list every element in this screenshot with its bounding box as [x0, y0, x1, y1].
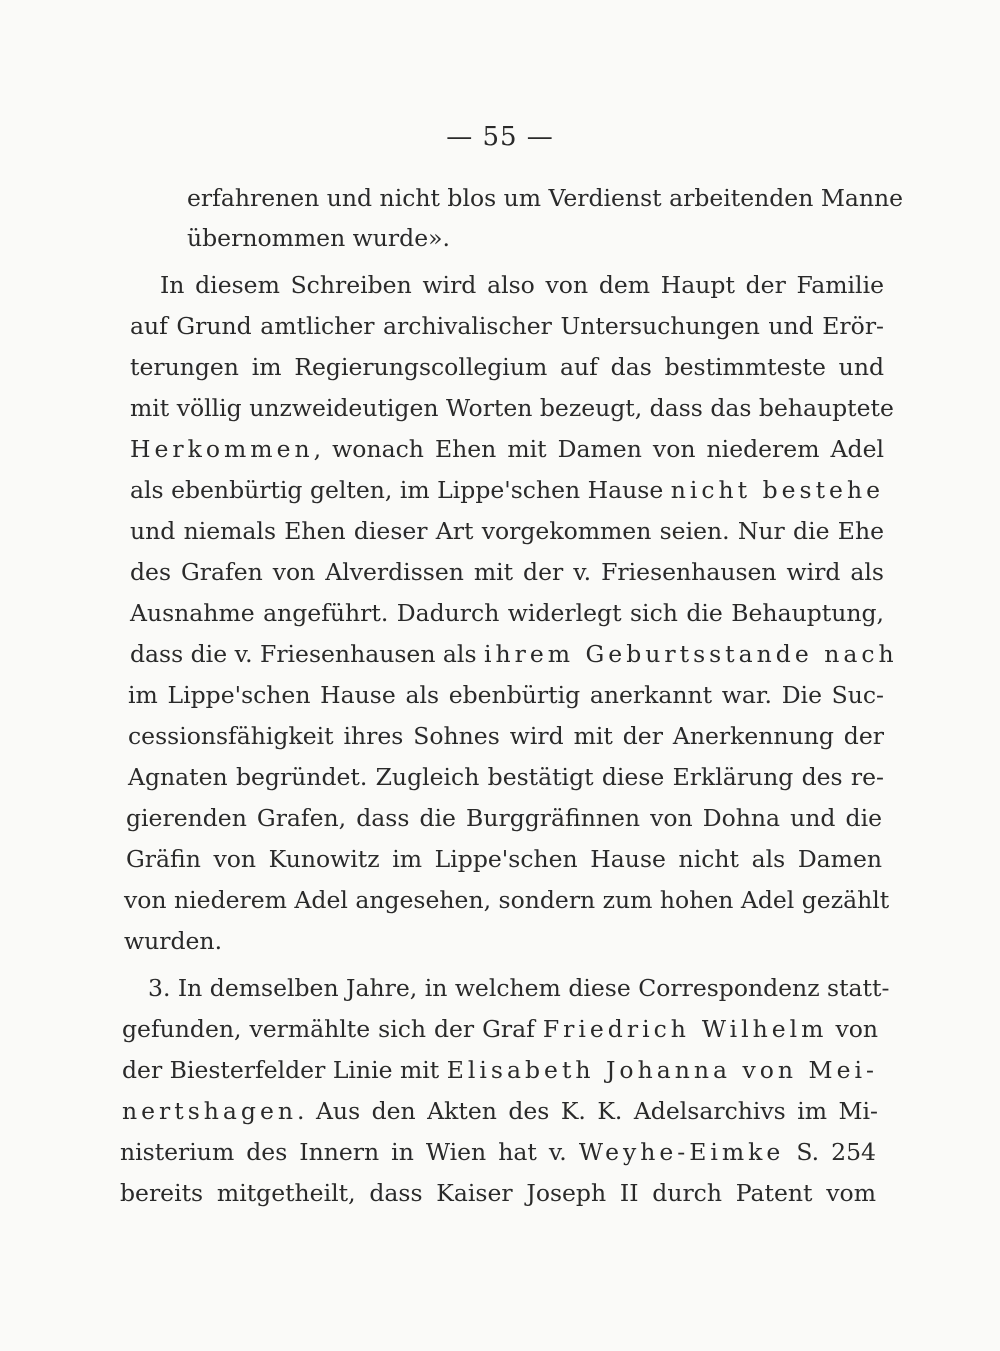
spaced-emphasis: Herkommen	[130, 435, 314, 463]
text-line: gefunden, vermählte sich der Graf Friedrich Wilhelm von	[122, 1015, 879, 1043]
text-line: im Lippe'schen Hause als ebenbürtig anerkannt war. Die Suc-	[128, 681, 884, 709]
text-line: gierenden Grafen, dass die Burggräfinnen von Dohna und die	[126, 804, 882, 832]
spaced-emphasis: Elisabeth Johanna von Mei-	[446, 1056, 878, 1084]
text-line: Gräfin von Kunowitz im Lippe'schen Hause nicht als Damen	[126, 845, 882, 873]
text-line: als ebenbürtig gelten, im Lippe'schen Hause nicht bestehe	[130, 476, 884, 504]
text-line: cessionsfähigkeit ihres Sohnes wird mit der Anerkennung der	[128, 722, 884, 750]
text-line: erfahrenen und nicht blos um Verdienst arbeitenden Manne	[187, 184, 904, 212]
text-line: von niederem Adel angesehen, sondern zum hohen Adel gezählt	[124, 886, 890, 914]
page-number: — 55 —	[446, 122, 554, 152]
text-line: wurden.	[124, 927, 223, 955]
spaced-emphasis: ihrem Geburtsstande nach	[483, 640, 898, 668]
text-line: nisterium des Innern in Wien hat v. Weyhe-Eimke S. 254	[120, 1138, 877, 1166]
text-line: der Biesterfelder Linie mit Elisabeth Johanna von Mei-	[122, 1056, 878, 1084]
text-line: Herkommen, wonach Ehen mit Damen von niederem Adel	[130, 435, 884, 463]
text-line: mit völlig unzweideutigen Worten bezeugt, dass das behauptete	[130, 394, 894, 422]
text-line: Agnaten begründet. Zugleich bestätigt diese Erklärung des re-	[128, 763, 884, 791]
text-line: 3. In demselben Jahre, in welchem diese Correspondenz statt-	[148, 974, 890, 1002]
text-line: bereits mitgetheilt, dass Kaiser Joseph II durch Patent vom	[120, 1179, 876, 1207]
text-line: auf Grund amtlicher archivalischer Untersuchungen und Erör-	[130, 312, 884, 340]
text-line: und niemals Ehen dieser Art vorgekommen seien. Nur die Ehe	[130, 517, 884, 545]
text-line: dass die v. Friesenhausen als ihrem Geburtsstande nach	[130, 640, 898, 668]
spaced-emphasis: nertshagen	[122, 1097, 298, 1125]
spaced-emphasis: Friedrich Wilhelm	[542, 1015, 828, 1043]
text-line: Ausnahme angeführt. Dadurch widerlegt sich die Behauptung,	[130, 599, 884, 627]
text-line: terungen im Regierungscollegium auf das bestimmteste und	[130, 353, 884, 381]
text-line: In diesem Schreiben wird also von dem Haupt der Familie	[160, 271, 884, 299]
text-line: übernommen wurde».	[187, 224, 450, 252]
spaced-emphasis: nicht bestehe	[670, 476, 884, 504]
text-line: nertshagen. Aus den Akten des K. K. Adelsarchivs im Mi-	[122, 1097, 878, 1125]
text-line: des Grafen von Alverdissen mit der v. Friesenhausen wird als	[130, 558, 884, 586]
spaced-emphasis: Weyhe-Eimke	[578, 1138, 785, 1166]
